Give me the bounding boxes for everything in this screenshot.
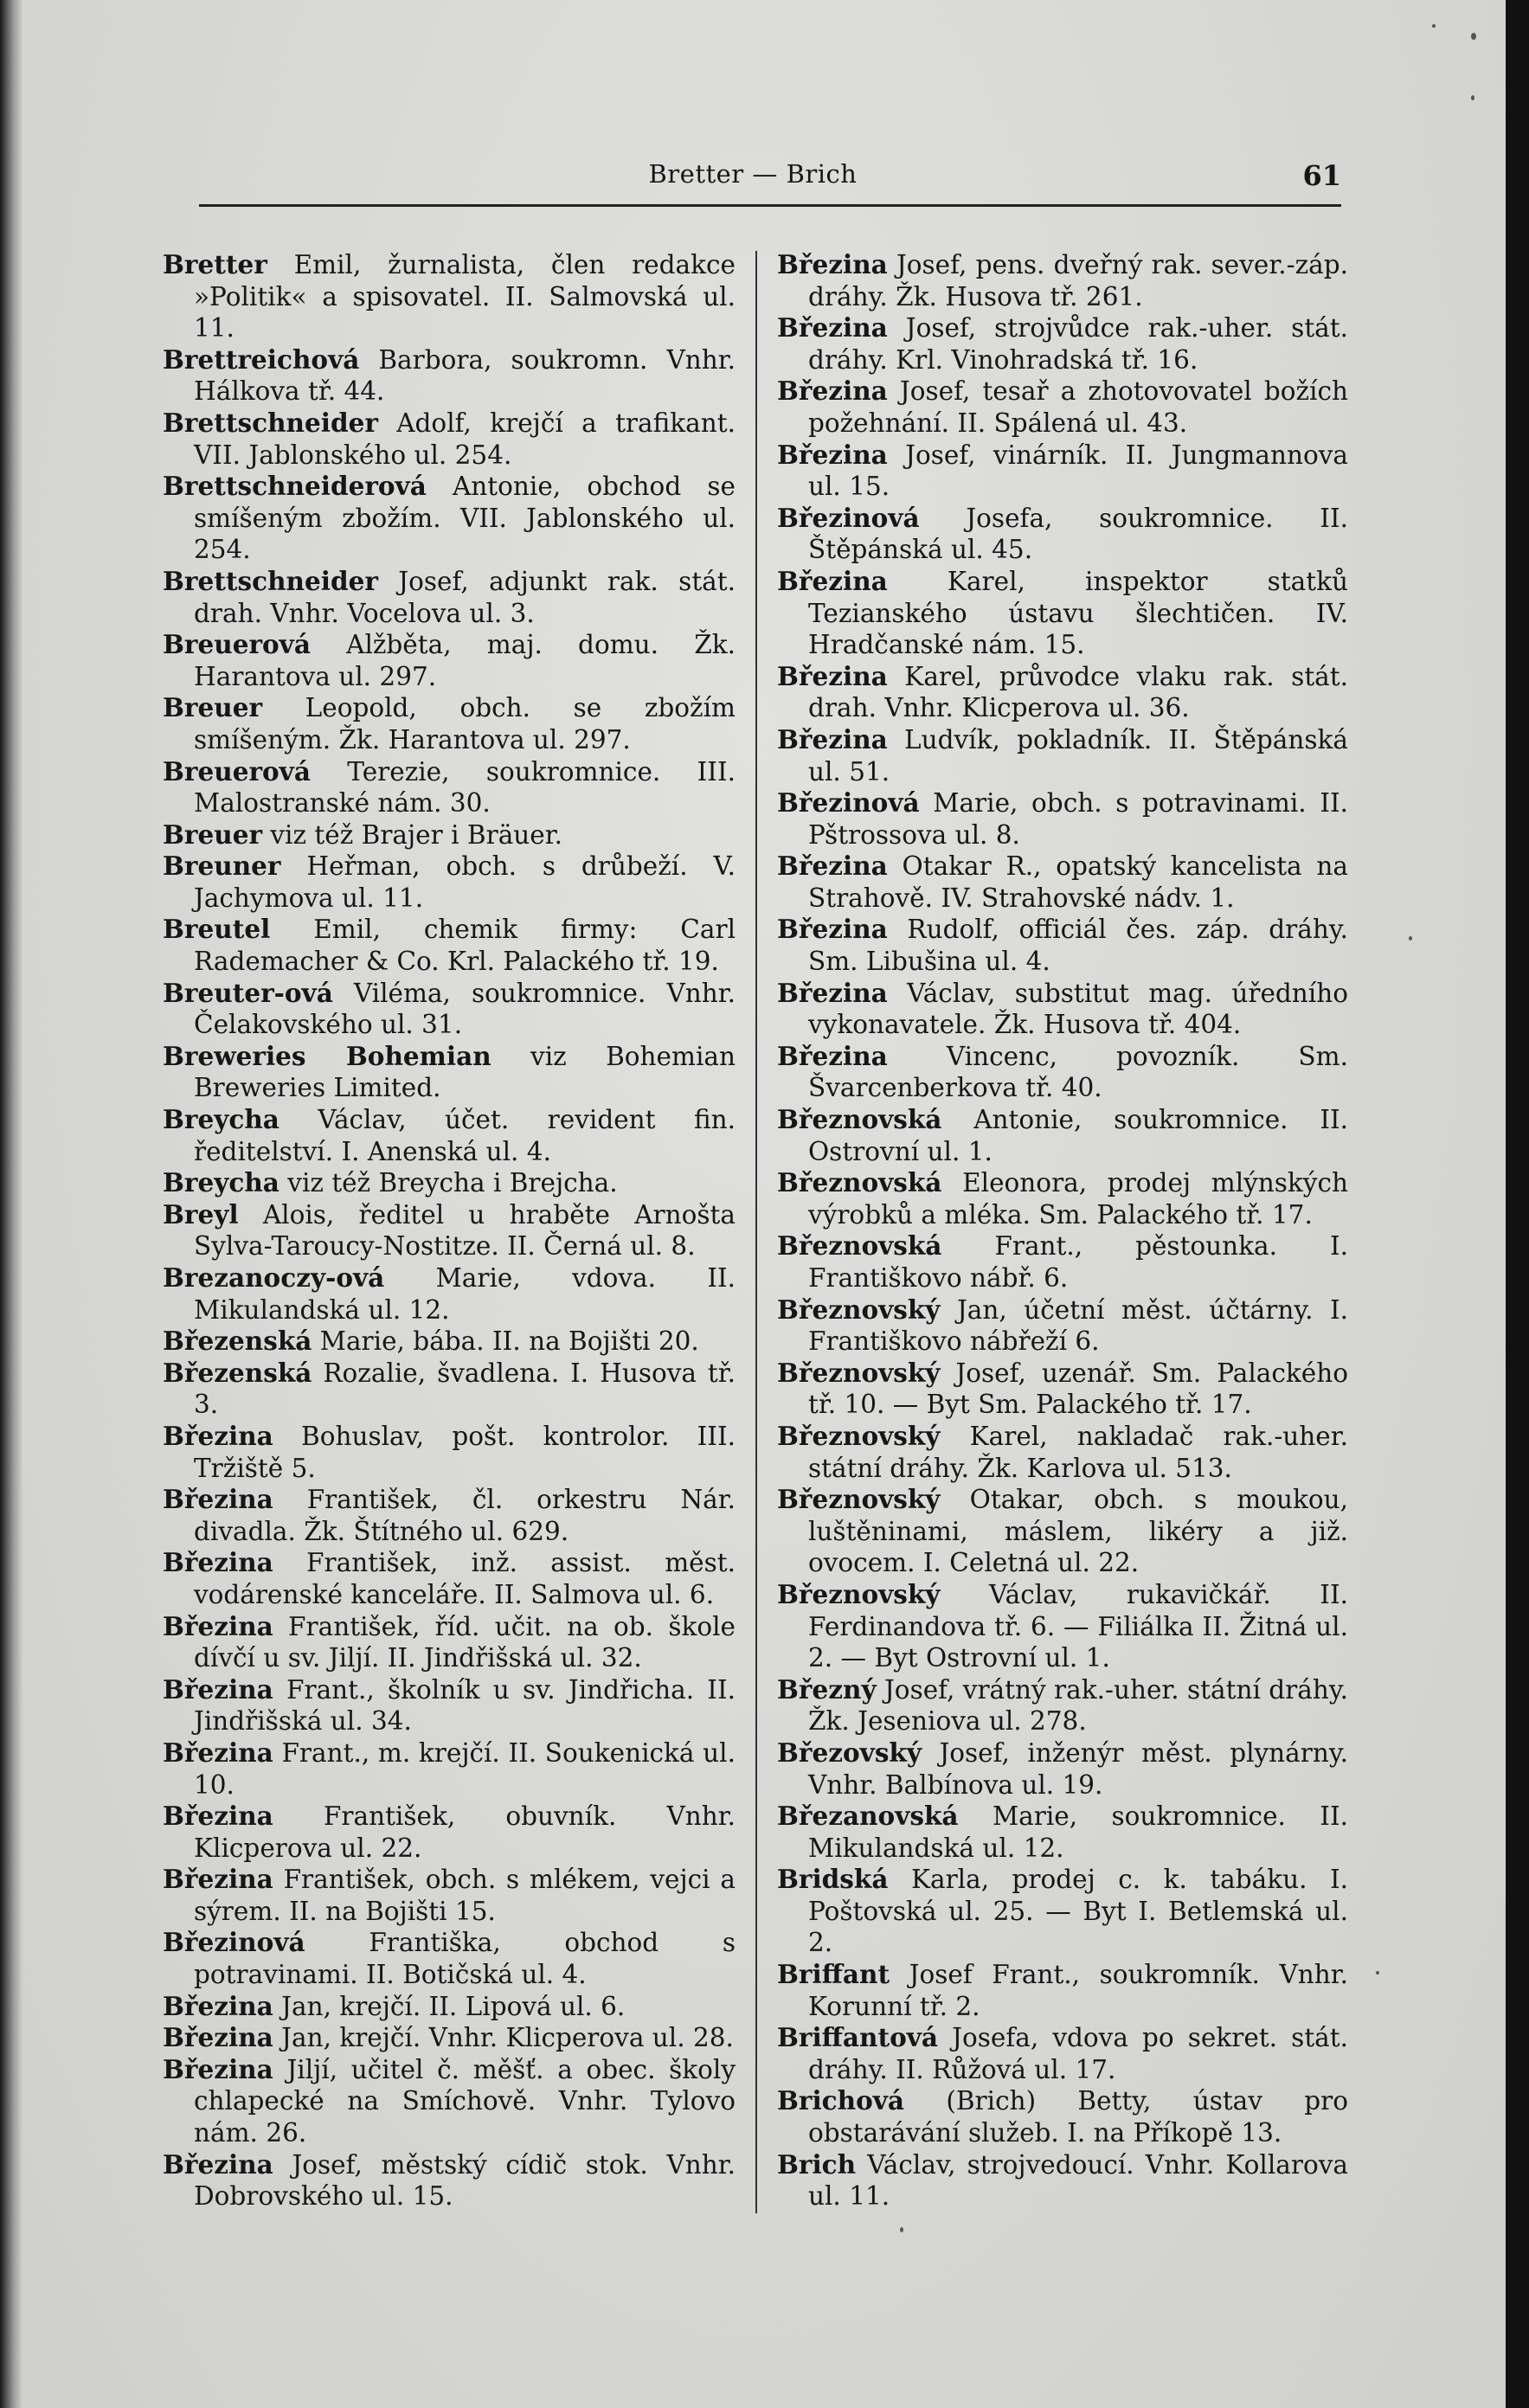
directory-entry <box>163 344 736 408</box>
entry-surname: Březina <box>777 376 888 407</box>
entry-surname: Březnovský <box>777 1578 941 1609</box>
entry-surname: Březinová <box>777 502 920 533</box>
entry-surname: Bretter <box>163 249 267 279</box>
entry-details: Jiljí, učitel č. měšť. a obec. školy chlapecké na Smíchově. Vnhr. Tylovo nám. 26. <box>194 2054 736 2148</box>
entry-details: Václav, strojvedoucí. Vnhr. Kollarova ul. 11. <box>808 2149 1348 2212</box>
entry-details: Marie, bába. II. na Bojišti 20. <box>312 1326 699 1357</box>
entry-details: Heřman, obch. s drůbeží. V. Jachymova ul. 11. <box>194 851 736 913</box>
directory-entry <box>163 1927 736 1990</box>
entry-surname: Březina <box>163 1484 273 1515</box>
entry-surname: Brichová <box>777 2085 905 2116</box>
directory-entry <box>163 1421 736 1484</box>
directory-entry <box>163 1801 736 1864</box>
entry-details: Marie, vdova. II. Mikulandská ul. 12. <box>194 1263 736 1325</box>
entry-surname: Březina <box>163 1801 273 1832</box>
directory-entry <box>163 978 736 1041</box>
entry-surname: Březina <box>777 851 888 882</box>
entry-details: Antonie, obchod se smíšeným zbožím. VII. Jablonského ul. 254. <box>194 472 736 565</box>
entry-details: Josef, tesař a zhotovovatel božích požehnání. II. Spálená ul. 43. <box>808 376 1348 438</box>
print-speck <box>1432 24 1436 28</box>
entry-details: Jan, krejčí. II. Lipová ul. 6. <box>273 1991 626 2021</box>
entry-details: Josef, vrátný rak.-uher. státní dráhy. Žk. Jeseniova ul. 278. <box>808 1674 1348 1737</box>
entry-surname: Březnovská <box>777 1167 942 1198</box>
directory-entry <box>777 978 1348 1041</box>
directory-entry <box>163 851 736 914</box>
entry-surname: Březnovský <box>777 1420 941 1451</box>
entry-surname: Březina <box>163 1990 273 2021</box>
entry-details: Josef, strojvůdce rak.-uher. stát. dráhy. Krl. Vinohradská tř. 16. <box>808 313 1348 375</box>
entry-details: Marie, obch. s potravinami. II. Pštrossova ul. 8. <box>808 788 1348 850</box>
entry-surname: Breuer <box>163 692 263 723</box>
entry-surname: Breuter-ová <box>163 977 333 1008</box>
entry-details: Frant., pěstounka. I. Františkovo nábř. 6. <box>808 1231 1348 1293</box>
entry-details: Adolf, krejčí a trafikant. VII. Jablonského ul. 254. <box>194 408 736 470</box>
entry-details: Václav, substitut mag. úředního vykonavatele. Žk. Husova tř. 404. <box>808 978 1348 1040</box>
entry-surname: Březina <box>777 723 888 755</box>
entry-details: František, obch. s mlékem, vejci a sýrem. II. na Bojišti 15. <box>194 1865 736 1926</box>
entry-surname: Brettreichová <box>163 344 360 375</box>
directory-entry <box>777 914 1348 977</box>
entry-details: viz Bohemian Breweries Limited. <box>194 1041 736 1103</box>
print-speck <box>1376 1971 1379 1975</box>
directory-entry <box>163 629 736 692</box>
entry-surname: Březina <box>777 565 888 596</box>
entry-details: Leopold, obch. se zbožím smíšeným. Žk. Harantova ul. 297. <box>194 693 736 755</box>
entry-surname: Březina <box>777 1040 888 1071</box>
entry-surname: Březný <box>777 1673 877 1705</box>
entry-surname: Březina <box>163 1420 273 1451</box>
entry-details: Josef, vinárník. II. Jungmannova ul. 15. <box>808 440 1348 502</box>
entry-details: Jan, účetní měst. účtárny. I. Františkovo nábřeží 6. <box>808 1294 1348 1357</box>
entry-details: Barbora, soukromn. Vnhr. Hálkova tř. 44. <box>194 344 736 407</box>
entry-surname: Březina <box>777 914 888 945</box>
directory-entry <box>777 2085 1348 2148</box>
entry-surname: Březina <box>163 2053 273 2084</box>
directory-entry <box>777 724 1348 787</box>
entry-surname: Březanovská <box>777 1801 959 1832</box>
directory-entry <box>163 1262 736 1326</box>
directory-entry <box>777 661 1348 724</box>
entry-details: Emil, žurnalista, člen redakce »Politik« a spisovatel. II. Salmovská ul. 11. <box>194 250 736 344</box>
entry-surname: Březina <box>163 2022 273 2053</box>
directory-entry <box>163 471 736 566</box>
directory-entry <box>163 1611 736 1674</box>
directory-entry <box>777 2149 1348 2212</box>
entry-details: Viléma, soukromnice. Vnhr. Čelakovského ul. 31. <box>194 978 736 1040</box>
directory-entry <box>163 914 736 977</box>
entry-details: Eleonora, prodej mlýnských výrobků a mléka. Sm. Palackého tř. 17. <box>808 1168 1348 1230</box>
directory-entry <box>777 440 1348 503</box>
entry-surname: Breuerová <box>163 755 311 787</box>
entry-surname: Březina <box>163 1737 273 1768</box>
entry-details: viz též Brajer i Bräuer. <box>262 819 562 850</box>
directory-entry <box>163 2022 736 2054</box>
entry-surname: Brettschneider <box>163 407 378 438</box>
directory-entry <box>777 1358 1348 1421</box>
directory-entry <box>163 1547 736 1610</box>
entry-surname: Březina <box>777 977 888 1008</box>
entry-details: Rozalie, švadlena. I. Husova tř. 3. <box>194 1358 736 1420</box>
directory-entry <box>777 1484 1348 1579</box>
directory-entry <box>163 2149 736 2212</box>
directory-entry <box>777 312 1348 376</box>
entry-surname: Březina <box>777 249 888 279</box>
directory-entry <box>777 1674 1348 1737</box>
page-header <box>164 156 1341 199</box>
entry-details: Otakar, obch. s moukou, luštěninami, máslem, likéry a již. ovocem. I. Celetná ul. 22. <box>808 1485 1348 1578</box>
entry-details: Josef, inženýr měst. plynárny. Vnhr. Balbínova ul. 19. <box>808 1737 1348 1800</box>
directory-entry <box>777 787 1348 851</box>
entry-surname: Březina <box>163 1673 273 1705</box>
directory-entry <box>163 2054 736 2149</box>
entry-details: Ludvík, pokladník. II. Štěpánská ul. 51. <box>808 724 1348 787</box>
directory-entry <box>777 1421 1348 1484</box>
entry-surname: Březenská <box>163 1326 312 1357</box>
directory-entry <box>777 1294 1348 1358</box>
entry-surname: Březina <box>163 1547 273 1578</box>
entry-details: Josefa, vdova po sekret. stát. dráhy. II. Růžová ul. 17. <box>808 2023 1348 2084</box>
entry-surname: Breuerová <box>163 629 311 660</box>
entry-details: Františka, obchod s potravinami. II. Botičská ul. 4. <box>194 1928 736 1990</box>
directory-entry <box>777 1104 1348 1167</box>
directory-entry <box>163 1104 736 1167</box>
entry-details: viz též Breycha i Brejcha. <box>279 1168 618 1198</box>
entry-surname: Brich <box>777 2148 857 2180</box>
entry-details: Karel, průvodce vlaku rak. stát. drah. Vnhr. Klicperova ul. 36. <box>808 661 1348 723</box>
directory-entry <box>163 1737 736 1801</box>
entry-surname: Breutel <box>163 914 271 945</box>
directory-entry <box>163 819 736 851</box>
entry-details: Bohuslav, pošt. kontrolor. III. Tržiště 5. <box>194 1421 736 1483</box>
directory-entry <box>777 1864 1348 1959</box>
entry-surname: Březina <box>163 1610 273 1641</box>
left-column <box>163 249 736 2212</box>
directory-entry <box>777 1230 1348 1294</box>
entry-surname: Bridská <box>777 1864 889 1895</box>
entry-surname: Briffant <box>777 1959 890 1990</box>
entry-details: Antonie, soukromnice. II. Ostrovní ul. 1. <box>808 1105 1348 1166</box>
entry-details: Alois, ředitel u hraběte Arnošta Sylva-Taroucy-Nostitze. II. Černá ul. 8. <box>194 1199 736 1262</box>
directory-entry <box>163 1864 736 1927</box>
entry-details: Jan, krejčí. Vnhr. Klicperova ul. 28. <box>273 2023 734 2053</box>
entry-surname: Brezanoczy-ová <box>163 1262 385 1293</box>
directory-entry <box>777 1167 1348 1230</box>
right-column <box>777 249 1348 2212</box>
entry-details: Alžběta, maj. domu. Žk. Harantova ul. 297. <box>194 630 736 691</box>
page-number: 61 <box>1302 159 1341 192</box>
entry-surname: Brettschneiderová <box>163 471 427 502</box>
directory-entry <box>777 376 1348 439</box>
entry-surname: Breuer <box>163 819 263 850</box>
entry-details: Karla, prodej c. k. tabáku. I. Poštovská ul. 25. — Byt I. Betlemská ul. 2. <box>808 1865 1348 1958</box>
entry-surname: Březenská <box>163 1357 312 1388</box>
entry-surname: Březnovský <box>777 1294 941 1325</box>
print-speck <box>1471 33 1476 40</box>
directory-entry <box>163 1674 736 1737</box>
directory-entry <box>163 408 736 471</box>
print-speck <box>1471 95 1474 100</box>
entry-details: Václav, účet. revident fin. ředitelství. I. Anenská ul. 4. <box>194 1105 736 1166</box>
entry-surname: Březina <box>777 660 888 691</box>
entry-surname: Březina <box>163 1864 273 1895</box>
entry-details: Rudolf, officiál čes. záp. dráhy. Sm. Libušina ul. 4. <box>808 915 1348 977</box>
directory-entry <box>163 249 736 344</box>
header-rule <box>199 204 1341 207</box>
entry-surname: Březina <box>163 2148 273 2180</box>
directory-entry <box>163 1358 736 1421</box>
running-head: Bretter — Brich <box>648 159 858 189</box>
entry-surname: Breycha <box>163 1167 279 1198</box>
directory-entry <box>777 566 1348 661</box>
entry-details: Josefa, soukromnice. II. Štěpánská ul. 45. <box>808 503 1348 565</box>
directory-entry <box>163 566 736 629</box>
directory-entry <box>163 1484 736 1547</box>
entry-surname: Březnovská <box>777 1104 942 1135</box>
directory-entry <box>777 1737 1348 1801</box>
directory-entry <box>777 1579 1348 1674</box>
entry-surname: Breuner <box>163 851 281 882</box>
entry-details: (Brich) Betty, ústav pro obstarávání služeb. I. na Příkopě 13. <box>808 2086 1348 2148</box>
entry-details: František, čl. orkestru Nár. divadla. Žk. Štítného ul. 629. <box>194 1485 736 1546</box>
directory-entry <box>163 692 736 755</box>
entry-surname: Březovský <box>777 1737 922 1768</box>
entry-surname: Breweries Bohemian <box>163 1040 491 1071</box>
directory-entry <box>777 1041 1348 1104</box>
entry-details: Josef, městský cídič stok. Vnhr. Dobrovského ul. 15. <box>194 2149 736 2212</box>
directory-entry <box>777 1801 1348 1864</box>
directory-entry <box>777 249 1348 312</box>
entry-details: Karel, inspektor statků Tezianského ústavu šlechtičen. IV. Hradčanské nám. 15. <box>808 566 1348 660</box>
page-binding-edge <box>0 0 22 2408</box>
entry-details: Vincenc, povozník. Sm. Švarcenberkova tř. 40. <box>808 1041 1348 1103</box>
directory-entry <box>163 1167 736 1199</box>
entry-details: Karel, nakladač rak.-uher. státní dráhy. Žk. Karlova ul. 513. <box>808 1421 1348 1483</box>
directory-entry <box>163 756 736 819</box>
directory-entry <box>163 1326 736 1358</box>
entry-details: Frant., m. krejčí. II. Soukenická ul. 10. <box>194 1737 736 1800</box>
entry-details: Josef, pens. dveřný rak. sever.-záp. dráhy. Žk. Husova tř. 261. <box>808 250 1348 311</box>
entry-surname: Březnovský <box>777 1484 941 1515</box>
column-divider <box>755 251 757 2213</box>
entry-details: Frant., školník u sv. Jindřicha. II. Jindřišská ul. 34. <box>194 1674 736 1737</box>
entry-surname: Brettschneider <box>163 565 378 596</box>
entry-details: Josef Frant., soukromník. Vnhr. Korunní tř. 2. <box>808 1960 1348 2021</box>
print-speck <box>900 2227 903 2232</box>
entry-surname: Březina <box>777 439 888 470</box>
entry-details: František, inž. assist. měst. vodárenské kanceláře. II. Salmova ul. 6. <box>194 1548 736 1609</box>
entry-surname: Březnovská <box>777 1230 942 1262</box>
directory-entry <box>163 1991 736 2023</box>
directory-entry <box>163 1041 736 1104</box>
directory-entry <box>163 1199 736 1262</box>
entry-surname: Březinová <box>163 1927 305 1958</box>
directory-entry <box>777 1959 1348 2022</box>
entry-details: Otakar R., opatský kancelista na Strahově. IV. Strahovské nádv. 1. <box>808 851 1348 913</box>
entry-surname: Briffantová <box>777 2022 939 2053</box>
entry-details: Terezie, soukromnice. III. Malostranské nám. 30. <box>194 756 736 819</box>
entry-surname: Breyl <box>163 1198 239 1230</box>
entry-details: Marie, soukromnice. II. Mikulandská ul. 12. <box>808 1801 1348 1863</box>
entry-details: Josef, adjunkt rak. stát. drah. Vnhr. Vocelova ul. 3. <box>194 566 736 628</box>
directory-entry <box>777 503 1348 566</box>
entry-surname: Březinová <box>777 787 920 819</box>
entry-surname: Breycha <box>163 1104 279 1135</box>
entry-details: Emil, chemik firmy: Carl Rademacher & Co. Krl. Palackého tř. 19. <box>194 915 736 977</box>
directory-entry <box>777 2022 1348 2085</box>
entry-details: Václav, rukavičkář. II. Ferdinandova tř. 6. — Filiálka II. Žitná ul. 2. — Byt Ostrovní ul. 1. <box>808 1579 1348 1673</box>
entry-surname: Březnovský <box>777 1357 941 1388</box>
entry-details: František, říd. učit. na ob. škole dívčí u sv. Jiljí. II. Jindřišská ul. 32. <box>194 1611 736 1673</box>
entry-details: Josef, uzenář. Sm. Palackého tř. 10. — Byt Sm. Palackého tř. 17. <box>808 1358 1348 1420</box>
entry-surname: Březina <box>777 312 888 344</box>
entry-details: František, obuvník. Vnhr. Klicperova ul. 22. <box>194 1801 736 1863</box>
directory-entry <box>777 851 1348 914</box>
print-speck <box>1409 936 1412 941</box>
